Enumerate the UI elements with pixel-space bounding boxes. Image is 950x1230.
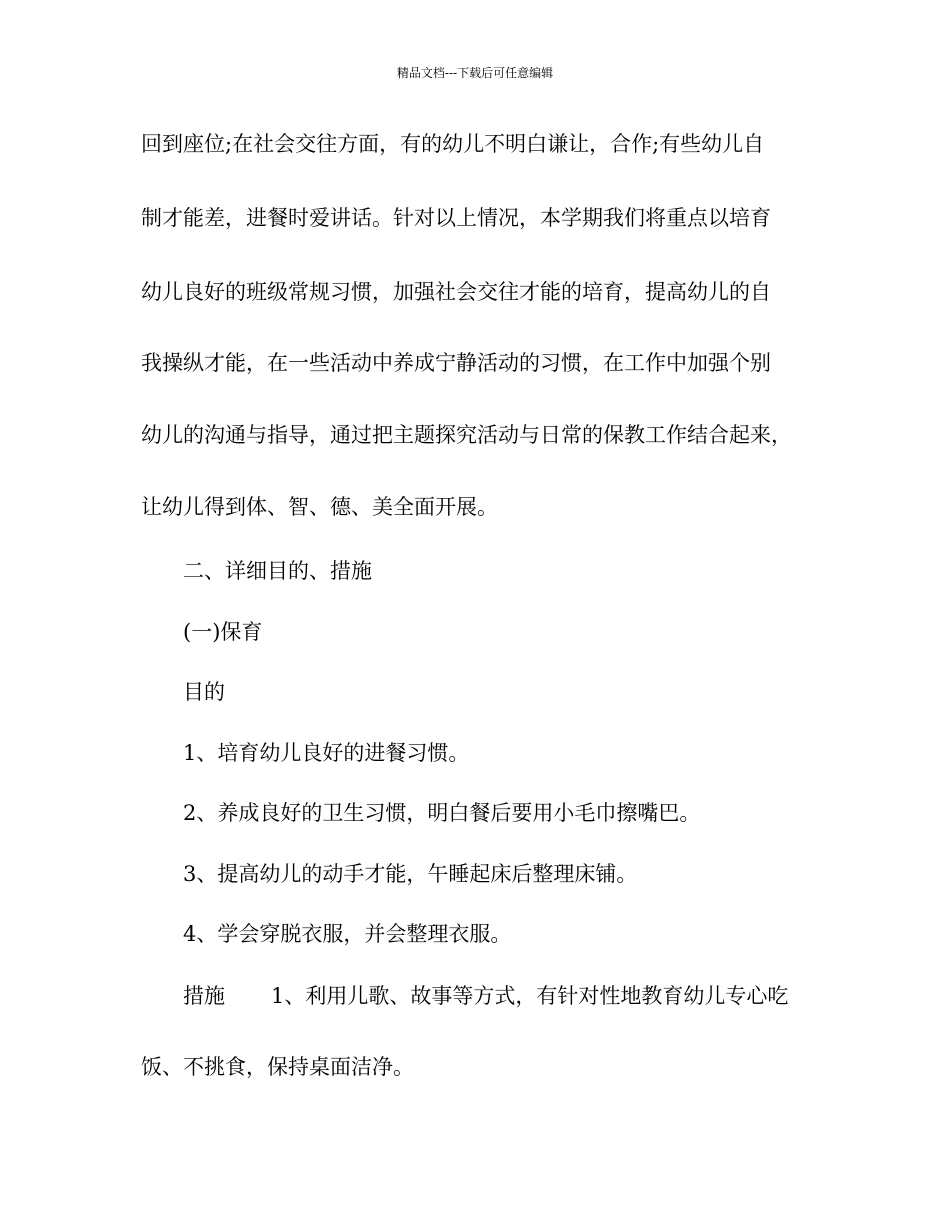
paragraph-line: 幼儿的沟通与指导，通过把主题探究活动与日常的保教工作结合起来，	[141, 423, 792, 447]
paragraph-line: 制才能差，进餐时爱讲话。针对以上情况，本学期我们将重点以培育	[141, 206, 771, 230]
section-heading: 二、详细目的、措施	[183, 559, 372, 583]
paragraph-line: 幼儿良好的班级常规习惯，加强社会交往才能的培育，提高幼儿的自	[141, 280, 771, 304]
goal-item: 3、提高幼儿的动手才能，午睡起床后整理床铺。	[183, 862, 638, 886]
measure-item-continuation: 饭、不挑食，保持桌面洁净。	[141, 1055, 414, 1079]
goal-item: 4、学会穿脱衣服，并会整理衣服。	[183, 922, 512, 946]
goal-item: 2、养成良好的卫生习惯，明白餐后要用小毛巾擦嘴巴。	[183, 801, 701, 825]
measures-line	[183, 983, 788, 1009]
measures-label: 措施	[183, 984, 225, 1008]
subsection-heading: (一)保育	[183, 620, 263, 644]
goals-label: 目的	[183, 680, 225, 704]
page-header: 精品文档---下载后可任意编辑	[396, 66, 554, 80]
paragraph-line: 我操纵才能，在一些活动中养成宁静活动的习惯，在工作中加强个别	[141, 351, 771, 375]
paragraph-line: 让幼儿得到体、智、德、美全面开展。	[141, 495, 498, 519]
measure-item: 1、利用儿歌、故事等方式，有针对性地教育幼儿专心吃	[271, 984, 789, 1008]
paragraph-line: 回到座位;在社会交往方面，有的幼儿不明白谦让，合作;有些幼儿自	[141, 132, 765, 156]
goal-item: 1、培育幼儿良好的进餐习惯。	[183, 741, 470, 765]
